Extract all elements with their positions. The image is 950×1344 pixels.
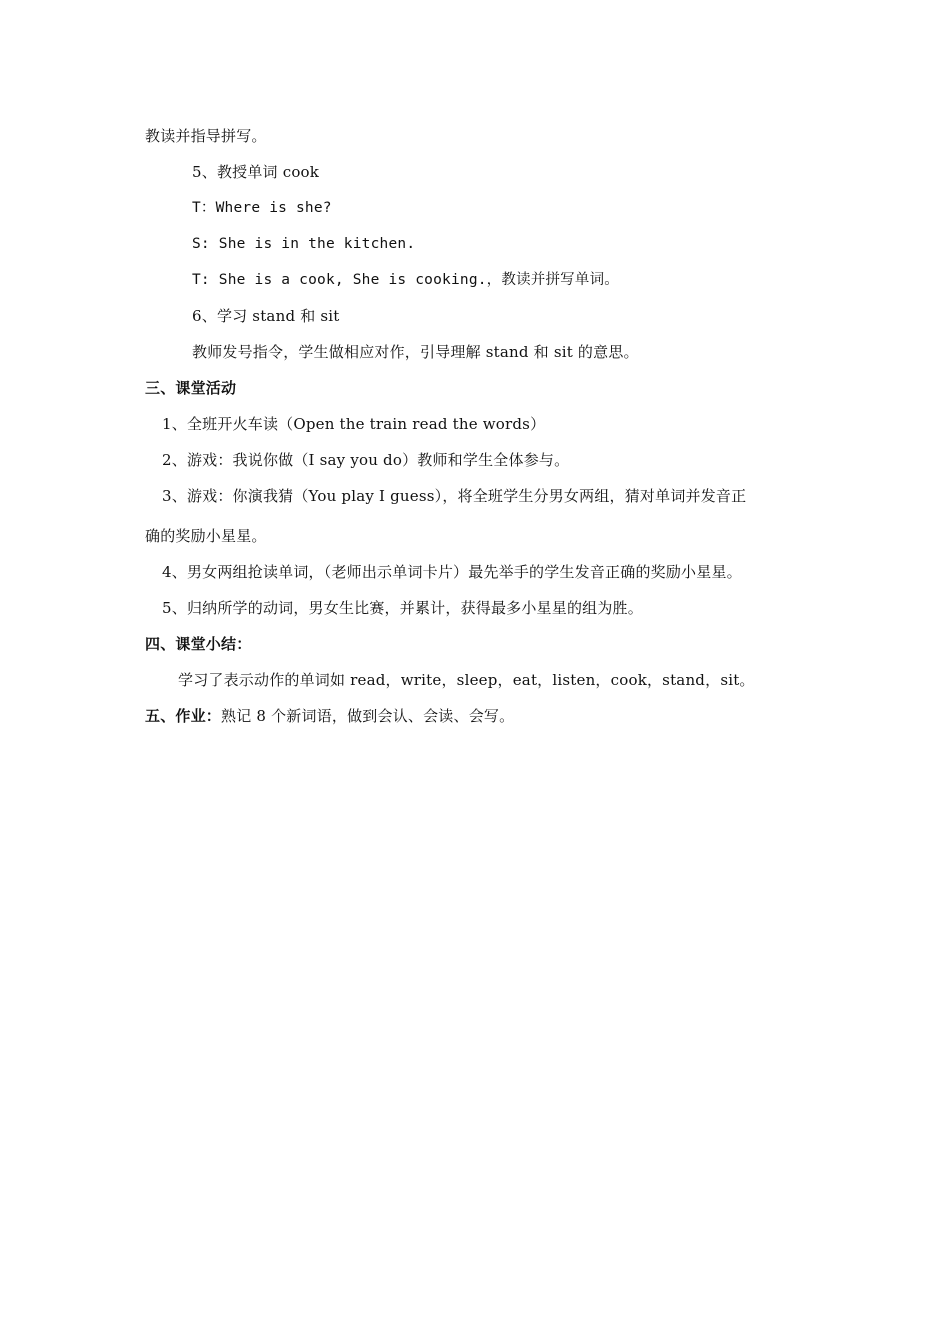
dialogue-line: T：Where is she? [192,200,332,216]
list-item: 4、男女两组抢读单词，（老师出示单词卡片）最先举手的学生发音正确的奖励小星星。 [162,563,742,581]
list-item-continuation: 确的奖励小星星。 [145,527,267,545]
dialogue-line: S: She is in the kitchen. [192,236,416,252]
section-heading: 五、作业： [145,707,222,725]
dialogue-line: T: She is a cook, She is cooking.，教读并拼写单词。 [192,272,619,288]
text-line: 教读并指导拼写。 [145,127,267,145]
list-item: 1、全班开火车读（Open the train read the words） [162,415,546,433]
list-item: 2、游戏：我说你做（I say you do）教师和学生全体参与。 [162,451,570,469]
text-line: 6、学习 stand 和 sit [192,307,340,325]
list-item: 5、归纳所学的动词，男女生比赛，并累计，获得最多小星星的组为胜。 [162,599,643,617]
text-line: 5、教授单词 cook [192,163,320,181]
text-line: 教师发号指令，学生做相应对作，引导理解 stand 和 sit 的意思。 [192,343,639,361]
list-item: 3、游戏：你演我猜（You play I guess），将全班学生分男女两组，猜对单词并发音正 [162,487,747,505]
section-heading: 三、课堂活动 [145,379,237,397]
homework-line [145,706,514,726]
text-line: 学习了表示动作的单词如 read，write，sleep，eat，listen，cook，stand，sit。 [178,671,755,689]
section-heading: 四、课堂小结： [145,635,252,653]
homework-text: 熟记 8 个新词语，做到会认、会读、会写。 [221,707,515,725]
